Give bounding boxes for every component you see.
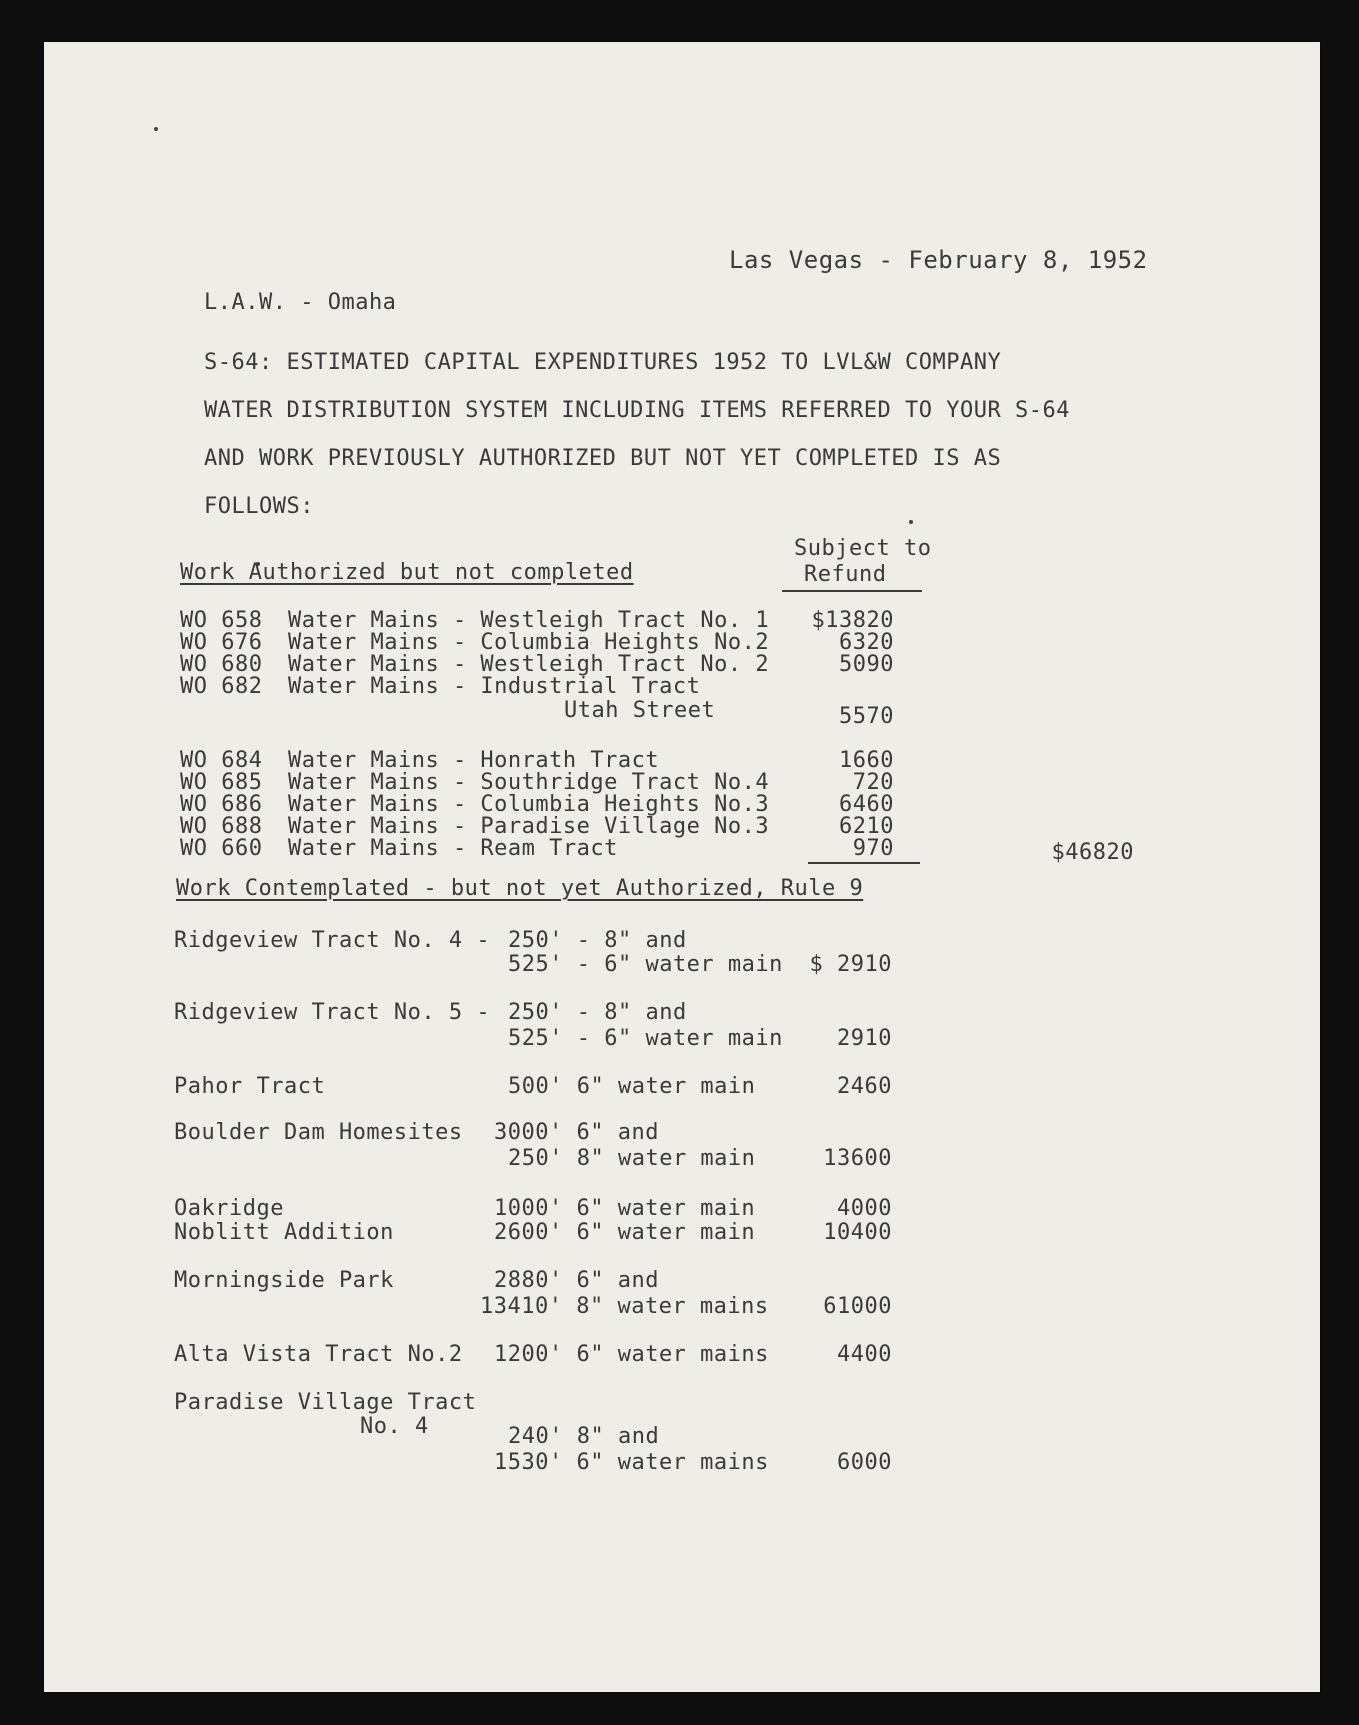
main-spec: 500' 6" water main (508, 1074, 756, 1099)
work-description: Water Mains - Ream Tract (288, 836, 618, 861)
subject-line-2: WATER DISTRIBUTION SYSTEM INCLUDING ITEMS REFERRED TO YOUR S-64 (204, 398, 1070, 423)
stray-mark (154, 127, 158, 131)
refund-amount: 6460 (839, 792, 894, 817)
wo-number: WO 660 (180, 836, 263, 861)
main-spec: 3000' 6" and (494, 1120, 659, 1145)
stray-mark (909, 520, 913, 524)
refund-amount: 970 (852, 836, 894, 861)
estimate-amount: 13600 (823, 1146, 892, 1171)
work-description: Water Mains - Columbia Heights No.3 (288, 792, 770, 817)
work-description: Water Mains - Columbia Heights No.2 (288, 630, 770, 655)
main-spec: 1200' 6" water mains (494, 1342, 769, 1367)
refund-column-header: Subject to (794, 536, 932, 561)
main-spec: 1530' 6" water mains (494, 1450, 769, 1475)
work-description: Water Mains - Paradise Village No.3 (288, 814, 770, 839)
estimate-amount: 6000 (837, 1450, 892, 1475)
tract-name: Pahor Tract (174, 1074, 326, 1099)
refund-amount: 6210 (839, 814, 894, 839)
tract-name: Noblitt Addition (174, 1220, 394, 1245)
main-spec: 2880' 6" and (494, 1268, 659, 1293)
work-description: Water Mains - Southridge Tract No.4 (288, 770, 770, 795)
estimate-amount: 10400 (823, 1220, 892, 1245)
estimate-amount: 4000 (837, 1196, 892, 1221)
wo-number: WO 684 (180, 748, 263, 773)
subject-line-1: S-64: ESTIMATED CAPITAL EXPENDITURES 1952 TO LVL&W COMPANY (204, 350, 1002, 375)
work-description: Water Mains - Honrath Tract (288, 748, 660, 773)
section-contemplated-title: Work Contemplated - but not yet Authorized, Rule 9 (176, 876, 864, 901)
refund-amount: 720 (852, 770, 894, 795)
refund-amount: 5570 (839, 704, 894, 729)
wo-number: WO 688 (180, 814, 263, 839)
tract-name: Morningside Park (174, 1268, 394, 1293)
subject-line-4: FOLLOWS: (204, 494, 314, 519)
estimate-amount: $ 2910 (809, 952, 892, 977)
tract-name: Ridgeview Tract No. 5 - (174, 1000, 491, 1025)
estimate-amount: 2910 (837, 1026, 892, 1051)
main-spec: 13410' 8" water mains (480, 1294, 769, 1319)
estimate-amount: 2460 (837, 1074, 892, 1099)
header-rule (782, 590, 922, 592)
section-authorized-title: Work Authorized but not completed (180, 560, 634, 585)
tract-name: Paradise Village Tract (174, 1390, 477, 1415)
work-description: Utah Street (564, 698, 716, 723)
section-total: $46820 (1051, 840, 1134, 865)
tract-name: Boulder Dam Homesites (174, 1120, 463, 1145)
refund-amount: 1660 (839, 748, 894, 773)
refund-amount: 5090 (839, 652, 894, 677)
refund-amount: 6320 (839, 630, 894, 655)
wo-number: WO 658 (180, 608, 263, 633)
wo-number: WO 685 (180, 770, 263, 795)
main-spec: 250' - 8" and (508, 1000, 687, 1025)
addressee-line: L.A.W. - Omaha (204, 290, 397, 315)
main-spec: 250' 8" water main (508, 1146, 756, 1171)
work-description: Water Mains - Westleigh Tract No. 2 (288, 652, 770, 677)
estimate-amount: 61000 (823, 1294, 892, 1319)
main-spec: 2600' 6" water main (494, 1220, 756, 1245)
wo-number: WO 682 (180, 674, 263, 699)
wo-number: WO 676 (180, 630, 263, 655)
document-page (44, 42, 1320, 1692)
main-spec: 525' - 6" water main (508, 952, 783, 977)
subject-line-3: AND WORK PREVIOUSLY AUTHORIZED BUT NOT YET COMPLETED IS AS (204, 446, 1002, 471)
subtotal-rule (808, 862, 920, 864)
wo-number: WO 686 (180, 792, 263, 817)
main-spec: 240' 8" and (508, 1424, 660, 1449)
refund-amount: $13820 (811, 608, 894, 633)
main-spec: 525' - 6" water main (508, 1026, 783, 1051)
date-line: Las Vegas - February 8, 1952 (729, 246, 1148, 274)
estimate-amount: 4400 (837, 1342, 892, 1367)
work-description: Water Mains - Westleigh Tract No. 1 (288, 608, 770, 633)
wo-number: WO 680 (180, 652, 263, 677)
main-spec: 1000' 6" water main (494, 1196, 756, 1221)
tract-name: Oakridge (174, 1196, 284, 1221)
tract-name: Alta Vista Tract No.2 (174, 1342, 463, 1367)
main-spec: 250' - 8" and (508, 928, 687, 953)
tract-name: Ridgeview Tract No. 4 - (174, 928, 491, 953)
refund-column-header-2: Refund (804, 562, 887, 587)
work-description: Water Mains - Industrial Tract (288, 674, 701, 699)
tract-name: No. 4 (360, 1414, 429, 1439)
